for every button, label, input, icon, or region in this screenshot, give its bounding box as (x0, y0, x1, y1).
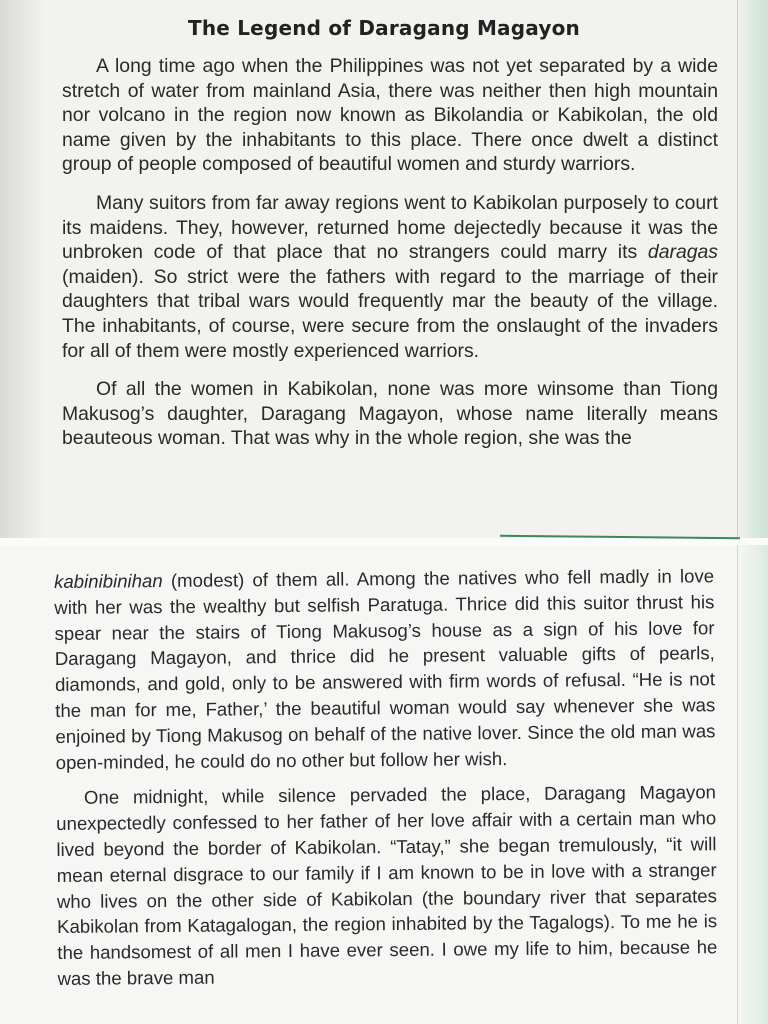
paragraph-continuation: kabinibinihan (modest) of them all. Among the natives who fell madly in love with her was the wealthy but selfish Paratuga. Thrice did this suitor thrust his spear near the stairs of Tiong Makusog’s house as a sign of his love for Daragang Magayon, and thrice did he present valuable gifts of pearls, diamonds, and gold, only to be answered with firm words of refusal. “He is not the man for me, Father,’ the beautiful woman would say whenever she was enjoined by Tiong Makusog on behalf of the native lover. Since the old man was open-minded, he could do no other but follow her wish. (54, 565, 716, 773)
page-edge-right-bottom (737, 545, 768, 1024)
document-title: The Legend of Daragang Magayon (188, 16, 580, 40)
paragraph-2: Many suitors from far away regions went to Kabikolan purposely to court its maidens. They, however, returned home dejectedly because it was the unbroken code of that place that no strangers could marry its daragas (maiden). So strict were the fathers with regard to the marriage of their daughters that tribal wars would frequently mar the beauty of the village. The inhabitants, of course, were secure from the onslaught of the invaders for all of them were mostly experienced warriors. (62, 191, 718, 362)
paragraph-1: A long time ago when the Philippines was not yet separated by a wide stretch of water from mainland Asia, there was neither then high mountain nor volcano in the region now known as Bikolandia or Kabikolan, the old name given by the inhabitants to this place. There once dwelt a distinct group of people composed of beautiful women and sturdy warriors. (62, 55, 718, 176)
paragraph-4: One midnight, while silence pervaded the place, Daragang Magayon unexpectedly confessed to her father of her love affair with a certain man who lived beyond the border of Kabikolan. “Tatay,” she began tremulously, “it will mean eternal disgrace to our family if I am known to be in love with a stranger who lives on the other side of Kabikolan (the boundary river that separates Kabikolan from Katagalogan, the region inhabited by the Tagalogs). To me he is the handsomest of all men I have ever seen. I owe my life to him, because he was the brave man (56, 781, 718, 989)
page-bottom-scan (0, 545, 768, 1024)
page-shadow-left (0, 0, 46, 540)
page-edge-right (737, 0, 768, 540)
paragraph-3: Of all the women in Kabikolan, none was more winsome than Tiong Makusog’s daughter, Daragang Magayon, whose name literally means beauteous woman. That was why in the whole region, she was the (62, 378, 718, 450)
page-top-body (62, 54, 718, 465)
page-bottom-body (54, 563, 718, 1001)
